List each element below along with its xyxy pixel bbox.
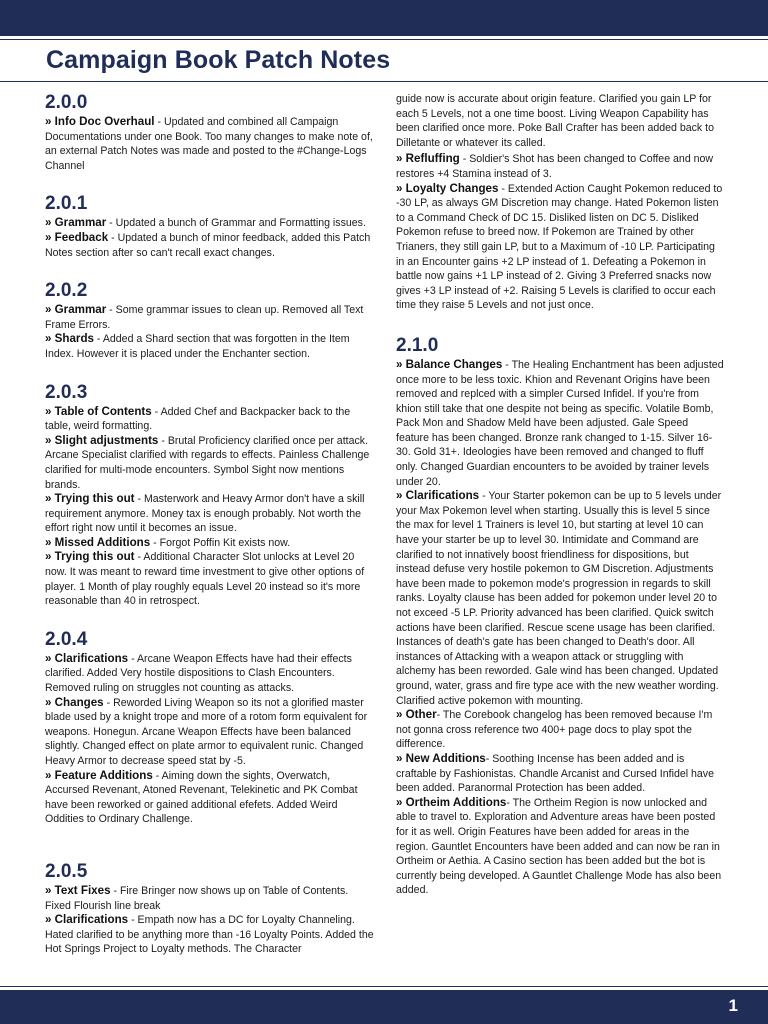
patch-entry [396,796,724,898]
version-heading: 2.1.0 [396,334,439,356]
patch-entry [396,358,724,489]
patch-entry [45,536,375,551]
entry-label: » Feature Additions [45,768,153,782]
entry-text: Brutal Proficiency clarified once per attack. Arcane Specialist clarified with regards to effects. Painless Challenge clarified for multi-mode encounters. Symbol Sight now mentions brands. [45,434,370,491]
entry-separator: - [151,405,161,418]
entry-separator: - [106,217,116,230]
entry-text: Forgot Poffin Kit exists now. [159,536,291,549]
entry-label: » Table of Contents [45,404,152,418]
entry-label: » Missed Additions [45,535,151,549]
patch-entry [45,115,375,173]
patch-entry [45,550,375,608]
patch-entry [396,182,724,313]
entry-label: » Clarifications [45,913,129,927]
entry-separator: - [108,231,118,244]
entry-separator: - [134,551,144,564]
entry-separator: - [506,796,513,809]
entry-separator: - [485,752,493,765]
entry-label: » Refluffing [396,152,460,166]
entry-label: » Changes [45,695,104,709]
page-title: Campaign Book Patch Notes [46,46,391,74]
patch-entry [45,434,375,492]
entry-label: » Slight adjustments [45,433,159,447]
entry-label: » New Additions [396,751,486,765]
entry-separator: - [154,116,164,128]
left-column [45,92,375,977]
right-column [396,92,724,918]
patch-entry [396,489,724,708]
entry-label: » Shards [45,332,94,346]
patch-entry [45,696,375,769]
version-section [396,335,724,898]
page-number: 1 [728,996,738,1015]
entry-text: The Corebook changelog has been removed because I'm not gonna cross reference two 400+ page docs to play spot the difference. [396,709,713,751]
patch-entry [45,231,375,260]
version-heading: 2.0.5 [45,860,88,882]
entry-separator: - [93,333,103,346]
entry-separator: - [436,709,443,722]
bottom-banner [0,990,768,1024]
entry-separator: - [150,536,160,549]
version-section [45,861,375,957]
entry-text: Added a Shard section that was forgotten in the Item Index. However it is placed under the Enchanter section. [45,333,350,360]
patch-entry [396,708,724,752]
entry-label: » Grammar [45,216,107,230]
entry-text: Reworded Living Weapon so its not a glorified master blade used by a knight trope and more of a rotom form equivalent for weapons. Honegun. Arcane Weapon Effects have been balanced slightly. Changed effect on plate armor to equivalent runic. Changed Heavy Armor to decrease speed stat by -5. [45,696,368,767]
continued-entries [396,152,724,313]
entry-label: » Feedback [45,230,109,244]
top-banner [0,0,768,36]
version-section [45,629,375,827]
entry-label: » Loyalty Changes [396,181,499,195]
patch-entry [45,405,375,434]
entry-separator: - [103,696,114,709]
entry-separator: - [106,304,116,317]
entry-text: Updated a bunch of Grammar and Formatting issues. [115,217,366,230]
entry-text: Soldier's Shot has been changed to Coffee and now restores +4 Stamina instead of 3. [396,153,714,180]
entry-separator: - [128,652,137,665]
entry-label: » Clarifications [396,489,480,503]
entry-text: Additional Character Slot unlocks at Level 20 now. It was meant to reward time investment to give other options of player. 1 Month of play roughly equals Level 20 instead so it's more reasonable than 40 in retrospect. [45,551,365,608]
entry-label: » Text Fixes [45,883,111,897]
top-rule [0,39,768,40]
entry-text: Empath now has a DC for Loyalty Channeling. Hated clarified to be anything more than -16 Loyalty Points. Added the Hot Springs Project to Loyalty methods. The Character [45,914,374,956]
version-heading: 2.0.3 [45,381,88,403]
entry-separator: - [128,914,138,927]
patch-entry [45,303,375,332]
continued-text: guide now is accurate about origin feature. Clarified you gain LP for each 5 Levels, not a one time boost. Living Weapon Capability has been clarified once more. Poke Ball Crafter has been added back to Dilletante or whatever its called. [396,93,715,149]
entry-text: Added Chef and Backpacker back to the table, weird formatting. [45,405,351,433]
entry-text: Some grammar issues to clean up. Removed all Text Frame Errors. [45,304,364,331]
entry-separator: - [158,434,168,447]
entry-text: Fire Bringer now shows up on Table of Contents. Fixed Flourish line break [45,884,349,912]
entry-text: Your Starter pokemon can be up to 5 levels under your Max Pokemon level when starting. Usually this is level 5 since the max for level 1 Trainers is level 10, but starting at level 10 can have your starter be up to level 30. Intimidate and Command are clarified to not innatively boost friendliness for dispositions, but instead defuse very hostile pokemon to GM Discretion. Adjustments have been made to pokemon mode's progression in regards to skill ranks. Loyalty clause has been added for pokemon under level 20 to not exceed -5 LP. Priority advanced has been clarified. Quick switch actions have been clarified. Rescue scene usage has been clarified. Instances of death's gate has been changed to Death's door. All instances of Attacking with a weapon attack or struggling with alchemy has been reworded. Gale wind has been changed. Updated ground, water, grass and fire type ace with the new weather wording. Clarified active pokemon with mounting. [396,490,722,707]
entry-label: » Trying this out [45,492,135,506]
version-heading: 2.0.0 [45,92,88,113]
version-heading: 2.0.2 [45,280,88,302]
entry-separator: - [498,182,508,195]
patch-entry [45,332,375,361]
entry-text: Arcane Weapon Effects have had their effects clarified. Added Very hostile dispositions to Clash Encounters. Removed ruling on struggles not counting as attacks. [45,652,352,695]
title-rule [0,81,768,82]
entry-label: » Balance Changes [396,357,503,371]
version-heading: 2.0.1 [45,193,88,215]
entry-separator: - [110,884,120,897]
entry-separator: - [134,493,144,506]
entry-label: » Ortheim Additions [396,795,507,809]
entry-separator: - [479,490,489,503]
entry-text: Updated and combined all Campaign Documentations under one Book. Too many changes to make note of, an external Patch Notes was made and posted to the #Change-Logs Channel [45,116,373,172]
patch-entry [45,769,375,827]
entry-text: Updated a bunch of minor feedback, added this Patch Notes section after so can't recall exact changes. [45,231,371,259]
patch-entry [396,752,724,796]
entry-text: Aiming down the sights, Overwatch, Accursed Revenant, Atoned Revenant, Telekinetic and PK Combat have been reworked or gained additional efefets. Added Weird Oddities to Ordinary Challenge. [45,769,358,826]
version-section [45,92,375,173]
patch-entry [45,216,375,231]
patch-entry [45,913,375,957]
version-section [45,280,375,361]
version-heading: 2.0.4 [45,628,88,650]
right-sections [396,335,724,898]
entry-label: » Info Doc Overhaul [45,115,155,128]
entry-label: » Trying this out [45,550,135,564]
entry-label: » Clarifications [45,651,129,665]
entry-label: » Other [396,708,437,722]
entry-text: The Healing Enchantment has been adjusted once more to be less toxic. Khion and Revenant Origins have been removed and replced with a simpler Cursed Infidel. If you're from khion still take that one despite not being as specific. Volatile Bomb, Pack Mon and Shadow Meld have been adjusted. Gale Speed feature has been changed. Bronze rank changed to 1-15. Silver 16-30. Gold 31+. Ideologies have been removed and changed to fluff only. Changed Guardian encounters to be avoided by trainer levels under 20. [396,358,724,488]
entry-text: The Ortheim Region is now unlocked and able to travel to. Exploration and Adventure areas have been posted for it as well. Origin Features have been added for areas in the region. Gauntlet Encounters have been added and can now be ran in Ortheim or Aethia. A Casino section has been added but the bot is currently being developed. A Gauntlet Challenge Mode has also been added. [396,796,722,897]
entry-separator: - [502,358,512,371]
entry-separator: - [152,769,162,782]
patch-entry [45,492,375,536]
patch-entry [45,884,375,913]
entry-label: » Grammar [45,303,107,317]
entry-text: Masterwork and Heavy Armor don't have a skill requirement anymore. Money tax is enough probably. Not worth the effort right now until it becomes an issue. [45,493,365,535]
entry-text: Extended Action Caught Pokemon reduced to -30 LP, as always GM Discretion may change. Hated Pokemon listen to a Command Check of DC 15. Disliked listen on DC 5. Disliked Pokemon refuse to breed now. If Pokemon are Trained by other Trianers, they still gain LP, but to a Maximum of -10 LP. Participating in an Encounter gains +2 LP instead of 1. Defeating a Pokemon in battle now gains +1 LP instead of 2. Giving 3 Preferred snacks now gives +3 LP instead of +2. Raising 5 Levels is clarified to occur each time they raise 5 Levels and not just once. [396,182,723,312]
patch-entry [45,652,375,696]
bottom-rule [0,986,768,987]
version-section [45,193,375,260]
version-section [45,382,375,609]
entry-separator: - [459,153,470,166]
patch-entry [396,152,724,181]
entry-text: Soothing Incense has been added and is craftable by Fashionistas. Chandle Arcanist and Cursed Infidel have been added. Paranormal Protection has been added. [396,752,714,795]
